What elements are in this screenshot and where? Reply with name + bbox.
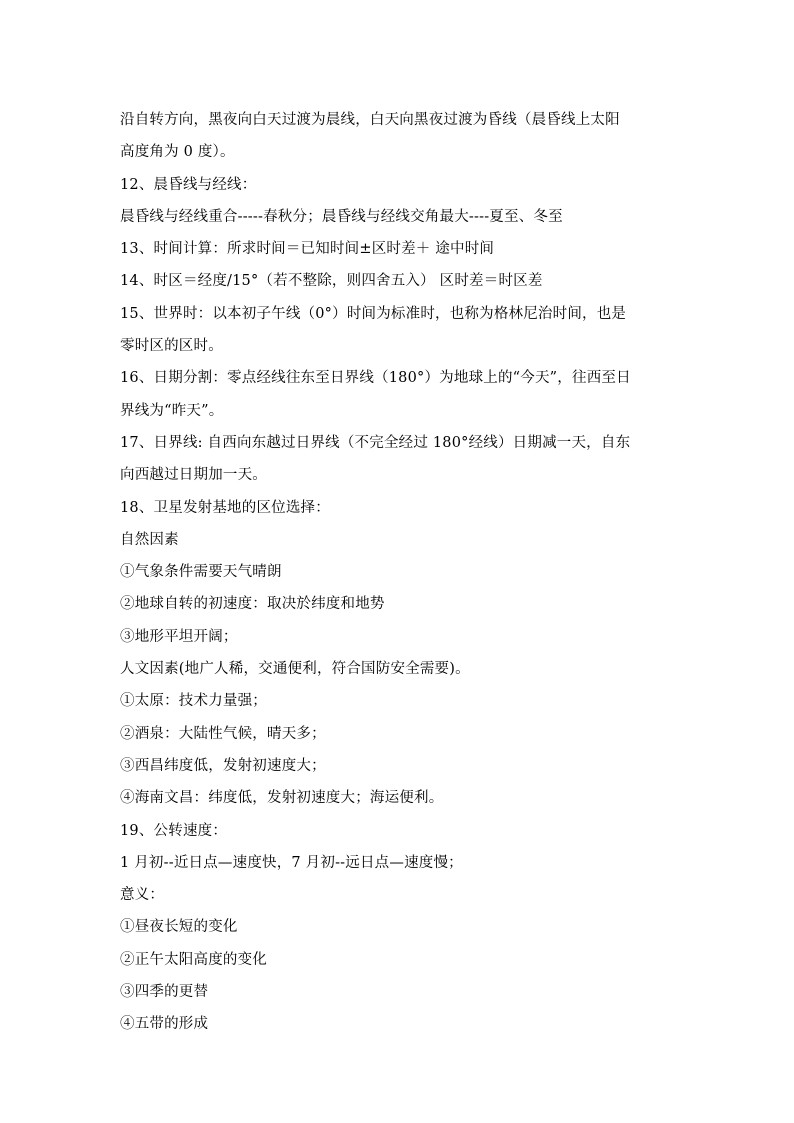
document-body (120, 104, 680, 1041)
list-item: ①昼夜长短的变化 (120, 919, 238, 936)
list-item: ③四季的更替 (120, 984, 209, 1001)
section-heading: 17、日界线: 自西向东越过日界线（不完全经过 180°经线）日期减一天，自东 (120, 434, 631, 451)
list-item: ②地球自转的初速度：取决於纬度和地势 (120, 596, 385, 613)
text-line: 高度角为 0 度）。 (120, 144, 235, 161)
section-heading: 15、世界时：以本初子午线（0°）时间为标准时，也称为格林尼治时间，也是 (120, 305, 627, 322)
list-item: ②酒泉：大陆性气候，晴天多； (120, 725, 326, 742)
text-line: 零时区的区时。 (120, 338, 223, 355)
section-heading: 18、卫星发射基地的区位选择： (120, 499, 330, 516)
section-heading: 13、时间计算：所求时间＝已知时间±区时差＋ 途中时间 (120, 241, 495, 258)
section-heading: 12、晨昏线与经线： (120, 176, 257, 193)
list-item: ③西昌纬度低，发射初速度大； (120, 757, 326, 774)
text-line: 向西越过日期加一天。 (120, 467, 267, 484)
subheading: 自然因素 (120, 531, 179, 548)
text-line: 界线为“昨天”。 (120, 402, 224, 419)
list-item: ④五带的形成 (120, 1016, 209, 1033)
section-heading: 14、时区＝经度/15°（若不整除，则四舍五入） 区时差＝时区差 (120, 273, 543, 290)
list-item: ①太原：技术力量强； (120, 693, 267, 710)
section-heading: 19、公转速度： (120, 822, 228, 839)
list-item: ①气象条件需要天气晴朗 (120, 564, 282, 581)
list-item: ②正午太阳高度的变化 (120, 951, 267, 968)
subheading: 人文因素(地广人稀，交通便利，符合国防安全需要)。 (120, 661, 470, 678)
list-item: ④海南文昌：纬度低，发射初速度大；海运便利。 (120, 790, 444, 807)
text-line: 1 月初--近日点—速度快，7 月初--远日点—速度慢； (120, 854, 463, 871)
text-line: 晨昏线与经线重合-----春秋分；晨昏线与经线交角最大----夏至、冬至 (120, 208, 563, 225)
list-item: ③地形平坦开阔； (120, 628, 238, 645)
section-heading: 16、日期分割：零点经线往东至日界线（180°）为地球上的“今天”，往西至日 (120, 370, 631, 387)
text-line: 沿自转方向，黑夜向白天过渡为晨线，白天向黑夜过渡为昏线（晨昏线上太阳 (120, 112, 620, 128)
subheading: 意义： (120, 887, 165, 904)
